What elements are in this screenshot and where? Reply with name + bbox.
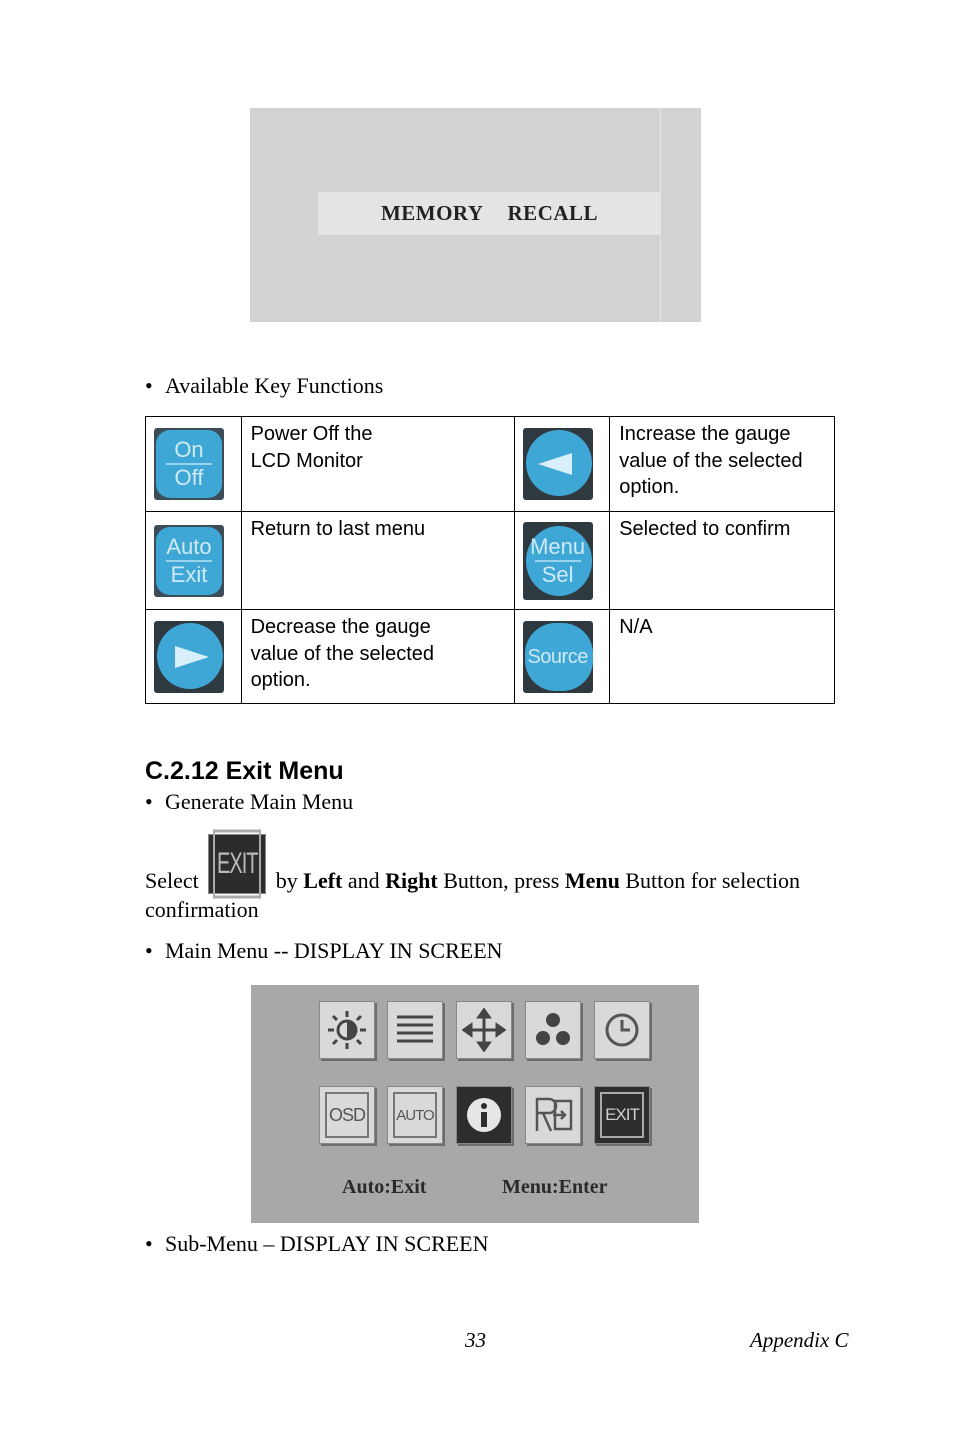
instruction-rest: Button for selection (625, 868, 801, 893)
exit-icon: EXIT (208, 834, 266, 894)
menu-sel-key-icon: Menu Sel (523, 522, 593, 600)
appendix-label: Appendix C (750, 1328, 849, 1352)
bullet-main-menu: • Main Menu -- DISPLAY IN SCREEN (145, 938, 503, 963)
table-cell: Increase the gauge value of the selected option. (610, 417, 835, 512)
position-icon[interactable] (456, 1001, 512, 1059)
memory-recall-bar (318, 192, 661, 235)
table-cell: Decrease the gauge value of the selected option. (241, 610, 514, 704)
table-row (146, 610, 835, 704)
table-row (146, 512, 835, 610)
memory-label: MEMORY (380, 201, 484, 225)
main-menu-screen (251, 985, 699, 1223)
info-icon[interactable] (456, 1086, 512, 1144)
on-off-key-icon: On Off (154, 428, 224, 500)
auto-icon[interactable]: AUTO (387, 1086, 443, 1144)
color-icon[interactable] (525, 1001, 581, 1059)
left-arrow-key-icon (523, 428, 593, 500)
source-key-icon: Source (523, 621, 593, 693)
right-arrow-key-icon (154, 621, 224, 693)
table-cell: Power Off the LCD Monitor (241, 417, 514, 512)
instruction-rest-line2: confirmation (145, 897, 259, 922)
key-functions-table (145, 416, 835, 704)
bullet-sub-menu: • Sub-Menu – DISPLAY IN SCREEN (145, 1231, 489, 1256)
osd-icon[interactable]: OSD (319, 1086, 375, 1144)
brightness-icon[interactable] (319, 1001, 375, 1059)
hint-auto-exit: Auto:Exit (342, 1176, 427, 1198)
bullet-generate: • Generate Main Menu (145, 789, 354, 814)
clock-icon[interactable] (594, 1001, 650, 1059)
bullet-key-functions: • Available Key Functions (145, 373, 384, 398)
table-cell: N/A (610, 610, 835, 704)
auto-exit-key-icon: Auto Exit (154, 525, 224, 597)
table-cell: Return to last menu (241, 512, 514, 610)
table-cell: Selected to confirm (610, 512, 835, 610)
table-row (146, 417, 835, 512)
recall-label: RECALL (507, 201, 599, 225)
exit-menu-icon[interactable]: EXIT (594, 1086, 650, 1144)
memory-recall-screen (250, 108, 701, 322)
hint-menu-enter: Menu:Enter (502, 1176, 608, 1198)
page-number: 33 (465, 1328, 486, 1352)
lines-icon[interactable] (387, 1001, 443, 1059)
recall-icon[interactable] (525, 1086, 581, 1144)
instruction-paragraph: Select EXIT by Left and Right Button, press Menu Button for selection confirmation (145, 834, 865, 924)
section-title: C.2.12 Exit Menu (145, 757, 344, 785)
